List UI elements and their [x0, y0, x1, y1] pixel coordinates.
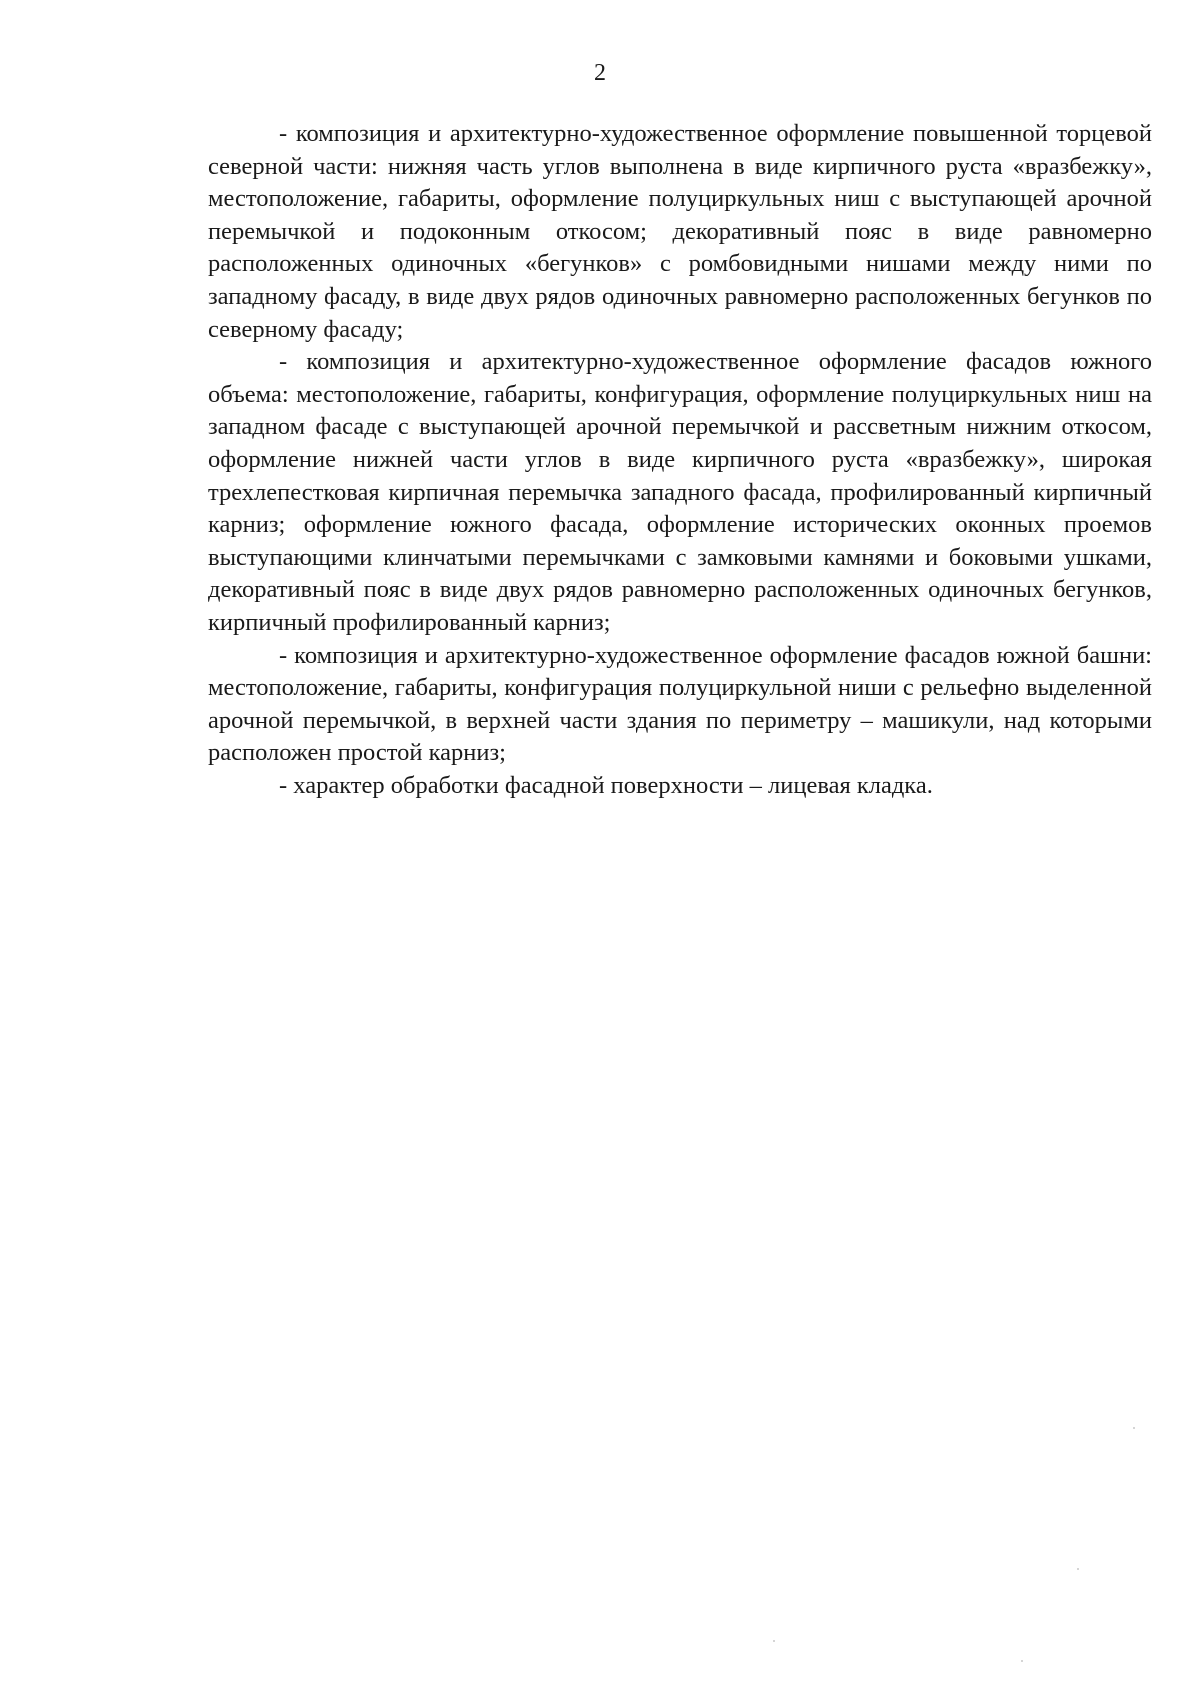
page-number: 2	[594, 60, 606, 86]
scan-speck	[1133, 1427, 1135, 1429]
scan-speck	[1077, 1568, 1079, 1570]
scan-speck	[1021, 1660, 1023, 1662]
document-body	[208, 118, 1152, 802]
paragraph-north-part: - композиция и архитектурно-художественное оформление повышенной торцевой северной части: нижняя часть углов выполнена в виде кирпичного руста «вразбежку», местоположение, габариты, оформление полуциркульных ниш с выступающей арочной перемычкой и подоконным откосом; декоративный пояс в виде равномерно расположенных одиночных «бегунков» с ромбовидными нишами между ними по западному фасаду, в виде двух рядов одиночных равномерно расположенных бегунков по северному фасаду;	[208, 120, 1152, 343]
paragraph-surface-finish: - характер обработки фасадной поверхности – лицевая кладка.	[279, 771, 933, 799]
scan-speck	[773, 1640, 775, 1642]
paragraph-south-volume: - композиция и архитектурно-художественное оформление фасадов южного объема: местоположение, габариты, конфигурация, оформление полуциркульных ниш на западном фасаде с выступающей арочной перемычкой и рассветным нижним откосом, оформление нижней части углов в виде кирпичного руста «вразбежку», широкая трехлепестковая кирпичная перемычка западного фасада, профилированный кирпичный карниз; оформление южного фасада, оформление исторических оконных проемов выступающими клинчатыми перемычками с замковыми камнями и боковыми ушками, декоративный пояс в виде двух рядов равномерно расположенных одиночных бегунков, кирпичный профилированный карниз;	[208, 348, 1152, 636]
paragraph-south-tower: - композиция и архитектурно-художественное оформление фасадов южной башни: местоположение, габариты, конфигурация полуциркульной ниши с рельефно выделенной арочной перемычкой, в верхней части здания по периметру – машикули, над которыми расположен простой карниз;	[208, 641, 1152, 767]
